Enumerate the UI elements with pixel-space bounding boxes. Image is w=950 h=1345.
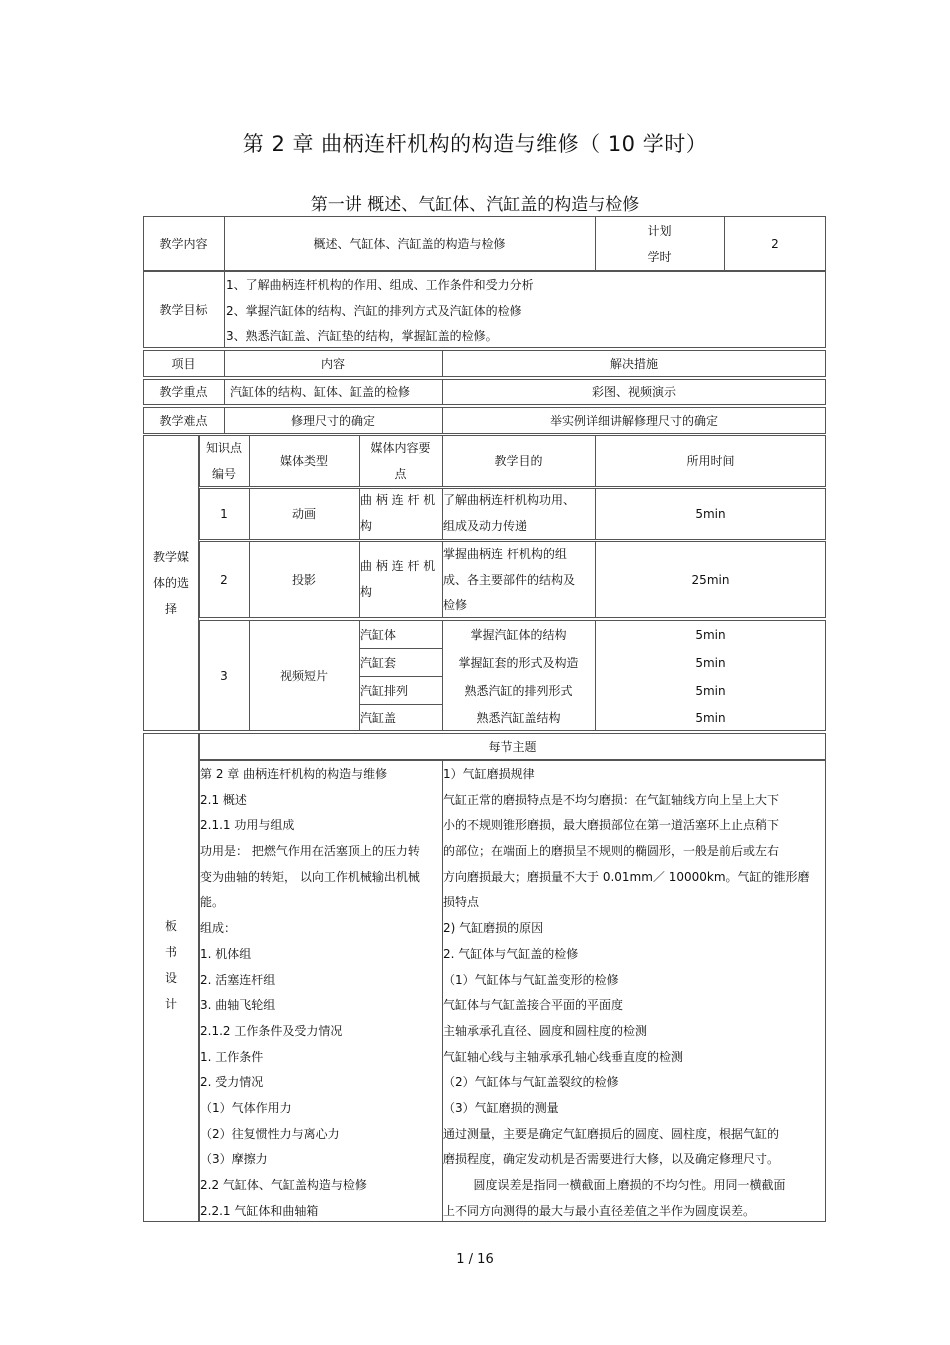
plan-label-2: 学时 — [647, 249, 672, 264]
video-content: 汽缸排列 — [360, 683, 409, 698]
board-line: 气缸体与气缸盖接合平面的平面度 — [443, 998, 624, 1013]
media-no: 3 — [220, 668, 228, 683]
header-item: 项目 — [171, 356, 196, 371]
header-measure: 解决措施 — [609, 356, 658, 371]
board-line: （3）气缸磨损的测量 — [443, 1100, 559, 1115]
goal-item: 1、了解曲柄连杆机构的作用、组成、工作条件和受力分析 — [226, 278, 534, 292]
media-no: 1 — [220, 507, 228, 521]
plan-hours-label — [595, 216, 724, 271]
board-line: 损特点 — [443, 895, 480, 910]
media-header-time: 所用时间 — [686, 454, 735, 468]
difficult-content: 修理尺寸的确定 — [290, 413, 375, 428]
board-line: （1）气缸体与气缸盖变形的检修 — [443, 972, 619, 987]
media-content: 曲 柄 连 杆 机 构 — [360, 559, 436, 599]
board-line: 2. 气缸体与气缸盖的检修 — [443, 946, 579, 961]
board-right-column — [443, 762, 810, 1224]
media-no: 2 — [220, 572, 228, 587]
media-time: 5min — [695, 507, 726, 521]
video-content: 汽缸套 — [360, 655, 397, 670]
board-label: 板 书 设 计 — [164, 919, 177, 1011]
plan-hours-value: 2 — [771, 236, 779, 251]
board-line: 主轴承承孔直径、圆度和圆柱度的检测 — [443, 1023, 648, 1038]
board-line: 2. 活塞连杆组 — [200, 972, 276, 987]
video-purpose: 掌握缸套的形式及构造 — [458, 655, 579, 670]
board-line: 2.1.2 工作条件及受力情况 — [200, 1023, 343, 1038]
board-line: 磨损程度，确定发动机是否需要进行大修，以及确定修理尺寸。 — [443, 1152, 780, 1167]
video-purpose: 熟悉汽缸盖结构 — [476, 711, 561, 725]
video-time: 5min — [695, 627, 726, 642]
board-line: 变为曲轴的转矩， 以向工作机械输出机械 — [200, 869, 420, 884]
goal-item: 3、熟悉汽缸盖、汽缸垫的结构，掌握缸盖的检修。 — [226, 329, 498, 344]
media-purpose: 了解曲柄连杆机构功用、 组成及动力传递 — [443, 493, 576, 533]
board-line: 能。 — [200, 895, 225, 910]
video-content: 汽缸盖 — [360, 711, 397, 725]
media-type: 投影 — [291, 572, 316, 587]
board-line: 2.2.1 气缸体和曲轴箱 — [200, 1203, 319, 1218]
lecture-title: 第一讲 概述、气缸体、汽缸盖的构造与检修 — [310, 195, 640, 215]
board-line: 上不同方向测得的最大与最小直径差值之半作为圆度误差。 — [443, 1203, 756, 1218]
difficult-measure: 举实例详细讲解修理尺寸的确定 — [549, 413, 718, 428]
board-left-column — [200, 762, 420, 1224]
header-content: 内容 — [320, 356, 345, 371]
content-value: 概述、气缸体、汽缸盖的构造与检修 — [313, 236, 506, 251]
content-label: 教学内容 — [159, 236, 208, 251]
difficult-label: 教学难点 — [159, 413, 208, 428]
board-line: 圆度误差是指同一横截面上磨损的不均匀性。用同一横截面 — [443, 1178, 786, 1192]
media-header-kp: 知识点 编号 — [205, 441, 242, 481]
board-line: 功用是： 把燃气作用在活塞顶上的压力转 — [200, 844, 420, 859]
page-number: 1 / 16 — [456, 1252, 494, 1267]
video-content: 汽缸体 — [360, 627, 397, 642]
board-line: 1. 工作条件 — [200, 1049, 264, 1064]
media-header-content: 媒体内容要 点 — [370, 441, 431, 481]
board-line: 2.2 气缸体、气缸盖构造与检修 — [200, 1178, 367, 1192]
topic-header: 每节主题 — [488, 739, 537, 754]
video-time: 5min — [695, 655, 726, 670]
board-line: （2）往复惯性力与离心力 — [200, 1126, 340, 1141]
key-content: 汽缸体的结构、缸体、缸盖的检修 — [230, 385, 411, 399]
chapter-title: 第 2 章 曲柄连杆机构的构造与维修（ 10 学时） — [242, 132, 708, 156]
board-line: 的部位；在端面上的磨损呈不规则的椭圆形，一般是前后或左右 — [443, 844, 780, 859]
plan-label-1: 计划 — [647, 223, 672, 238]
key-label: 教学重点 — [159, 385, 208, 399]
video-time: 5min — [695, 683, 726, 698]
goals-label: 教学目标 — [159, 302, 208, 317]
media-header-purpose: 教学目的 — [494, 454, 543, 468]
board-line: （1）气体作用力 — [200, 1100, 292, 1115]
board-line: （3）摩擦力 — [200, 1152, 268, 1167]
board-line: 方向磨损最大；磨损量不大于 0.01mm／ 10000km。气缸的锥形磨 — [443, 869, 810, 884]
board-line: （2）气缸体与气缸盖裂纹的检修 — [443, 1075, 619, 1090]
board-line: 1）气缸磨损规律 — [443, 767, 535, 781]
board-line: 2.1 概述 — [200, 792, 247, 807]
video-time: 5min — [695, 711, 726, 725]
media-label: 教学媒 体的选 择 — [152, 550, 189, 616]
board-line: 小的不规则锥形磨损，最大磨损部位在第一道活塞环上止点稍下 — [443, 818, 780, 833]
media-type: 视频短片 — [279, 668, 328, 683]
board-line: 通过测量，主要是确定气缸磨损后的圆度、圆柱度，根据气缸的 — [443, 1126, 780, 1141]
board-line: 3. 曲轴飞轮组 — [200, 998, 276, 1013]
board-line: 第 2 章 曲柄连杆机构的构造与维修 — [200, 767, 388, 781]
goal-item: 2、掌握汽缸体的结构、汽缸的排列方式及汽缸体的检修 — [226, 303, 522, 318]
video-purpose: 熟悉汽缸的排列形式 — [464, 683, 573, 698]
media-header-type: 媒体类型 — [279, 454, 328, 468]
video-purpose: 掌握汽缸体的结构 — [470, 627, 567, 642]
goals-list — [226, 273, 534, 350]
media-type: 动画 — [291, 507, 316, 521]
board-line: 气缸轴心线与主轴承承孔轴心线垂直度的检测 — [443, 1049, 684, 1064]
board-line: 2) 气缸磨损的原因 — [443, 921, 544, 936]
board-line: 1. 机体组 — [200, 946, 252, 961]
media-time: 25min — [691, 572, 730, 587]
board-line: 2. 受力情况 — [200, 1075, 264, 1090]
key-measure: 彩图、视频演示 — [591, 385, 676, 399]
board-line: 2.1.1 功用与组成 — [200, 818, 295, 833]
media-content: 曲 柄 连 杆 机 构 — [360, 493, 436, 533]
board-line: 组成： — [200, 921, 237, 936]
board-line: 气缸正常的磨损特点是不均匀磨损：在气缸轴线方向上呈上大下 — [443, 792, 780, 807]
media-purpose: 掌握曲柄连 杆机构的组 成、各主要部件的结构及 检修 — [443, 547, 576, 613]
